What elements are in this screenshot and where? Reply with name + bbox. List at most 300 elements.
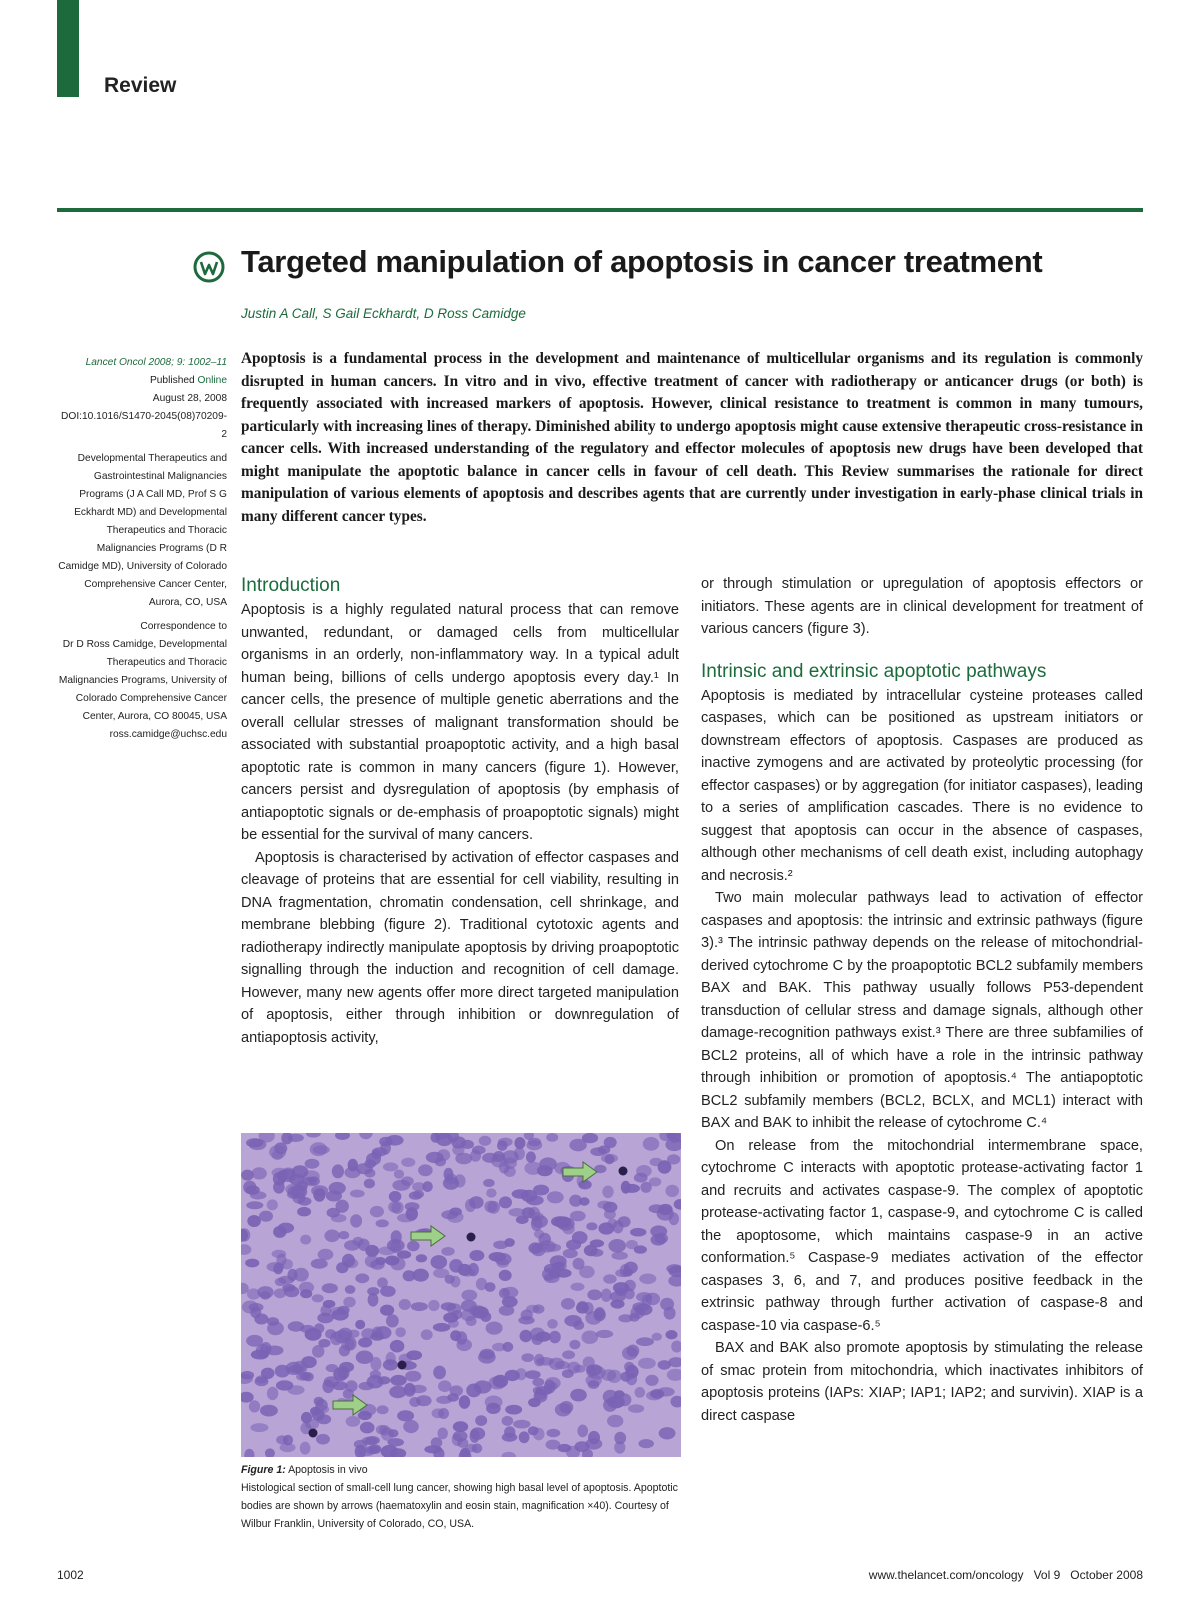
cell-nucleus	[284, 1286, 299, 1297]
cell-nucleus	[389, 1386, 406, 1398]
cell-nucleus	[305, 1328, 322, 1341]
cell-nucleus	[601, 1154, 618, 1163]
cell-nucleus	[613, 1220, 624, 1233]
cell-nucleus	[332, 1309, 349, 1320]
cell-nucleus	[316, 1434, 330, 1445]
cell-nucleus	[383, 1359, 398, 1370]
cell-nucleus	[260, 1291, 271, 1299]
cell-nucleus	[370, 1370, 381, 1379]
cell-nucleus	[459, 1395, 470, 1409]
cell-nucleus	[399, 1299, 411, 1310]
cell-nucleus	[628, 1404, 644, 1413]
cell-nucleus	[559, 1401, 573, 1413]
cell-nucleus	[532, 1378, 544, 1387]
cell-nucleus	[483, 1179, 495, 1187]
cell-nucleus	[246, 1201, 263, 1209]
cell-nucleus	[569, 1139, 586, 1152]
cell-nucleus	[519, 1431, 530, 1443]
cell-nucleus	[314, 1397, 324, 1406]
cell-nucleus	[445, 1174, 458, 1184]
correspondence-label: Correspondence to	[140, 621, 227, 632]
cell-nucleus	[324, 1230, 339, 1243]
cell-nucleus	[318, 1339, 330, 1348]
journal-volume: Vol 9	[1033, 1568, 1061, 1582]
cell-nucleus	[300, 1289, 312, 1298]
cell-nucleus	[368, 1293, 379, 1307]
pathways-paragraph-3: On release from the mitochondrial intermembrane space, cytochrome C interacts with apoptotic protease-activating factor 1 and recruits and activates caspase-9. The complex of apoptotic protease-activating factor 1, caspase-9, and cytochrome C is called the apoptosome, which maintains caspase-9 in an active conformation.⁵ Caspase-9 mediates activation of the effector caspases 3, 6, and 7, and produces positive feedback in the extrinsic pathway through further activation of caspase-8 and caspase-10 via caspase-6.⁵	[701, 1137, 1143, 1334]
cell-nucleus	[322, 1380, 334, 1393]
cell-nucleus	[436, 1396, 452, 1404]
cell-nucleus	[275, 1278, 286, 1287]
cell-nucleus	[274, 1288, 286, 1298]
cell-nucleus	[278, 1223, 294, 1234]
cell-nucleus	[312, 1294, 324, 1302]
cell-nucleus	[658, 1360, 671, 1370]
cell-nucleus	[643, 1137, 660, 1151]
cell-nucleus	[317, 1313, 333, 1324]
cell-nucleus	[659, 1427, 676, 1439]
cell-nucleus	[572, 1231, 588, 1244]
cell-nucleus	[428, 1300, 439, 1311]
cell-nucleus	[267, 1317, 279, 1326]
cell-nucleus	[508, 1208, 525, 1217]
cell-nucleus	[360, 1422, 375, 1434]
histology-micrograph	[241, 1133, 681, 1457]
cell-nucleus	[612, 1252, 628, 1260]
cell-nucleus	[283, 1435, 293, 1446]
cell-nucleus	[355, 1320, 365, 1329]
cell-nucleus	[499, 1196, 512, 1208]
cell-nucleus	[603, 1274, 617, 1284]
cell-nucleus	[392, 1180, 410, 1191]
apoptotic-body	[467, 1233, 476, 1242]
cell-nucleus	[461, 1290, 477, 1301]
cell-nucleus	[601, 1289, 612, 1302]
cell-nucleus	[502, 1342, 513, 1352]
cell-nucleus	[547, 1191, 564, 1203]
cell-nucleus	[379, 1425, 390, 1436]
cell-nucleus	[287, 1185, 305, 1198]
cell-nucleus	[365, 1159, 377, 1168]
cell-nucleus	[610, 1299, 624, 1308]
cell-nucleus	[358, 1338, 372, 1348]
cell-nucleus	[273, 1181, 285, 1194]
cell-nucleus	[585, 1438, 602, 1449]
cell-nucleus	[623, 1184, 640, 1193]
cell-nucleus	[638, 1358, 656, 1369]
cell-nucleus	[635, 1387, 646, 1398]
cell-nucleus	[410, 1385, 426, 1393]
cell-nucleus	[486, 1188, 496, 1197]
cell-nucleus	[469, 1196, 484, 1208]
cell-nucleus	[310, 1407, 321, 1416]
intro-paragraph-2-continued: or through stimulation or upregulation of apoptosis effectors or initiators. These agents are in clinical development for treatment of various cancers (figure 3).	[701, 576, 1143, 637]
page-number: 1002	[57, 1568, 84, 1582]
cell-nucleus	[377, 1376, 390, 1384]
cell-nucleus	[267, 1199, 278, 1210]
cell-nucleus	[453, 1421, 468, 1432]
cell-nucleus	[478, 1351, 496, 1364]
cell-nucleus	[452, 1433, 463, 1446]
cell-nucleus	[338, 1231, 349, 1239]
cell-nucleus	[336, 1262, 348, 1273]
cell-nucleus	[441, 1210, 458, 1219]
cell-nucleus	[521, 1353, 534, 1362]
cell-nucleus	[639, 1274, 656, 1285]
cell-nucleus	[421, 1329, 433, 1340]
cell-nucleus	[318, 1249, 334, 1260]
cell-nucleus	[389, 1191, 402, 1202]
cell-nucleus	[534, 1354, 545, 1367]
cell-nucleus	[615, 1269, 628, 1277]
cell-nucleus	[578, 1180, 591, 1190]
cell-nucleus	[652, 1333, 662, 1341]
article-sidebar	[57, 354, 227, 750]
cell-nucleus	[622, 1347, 638, 1360]
article-authors: Justin A Call, S Gail Eckhardt, D Ross Camidge	[241, 306, 526, 321]
cell-nucleus	[634, 1173, 648, 1183]
cell-nucleus	[397, 1250, 411, 1258]
cell-nucleus	[472, 1443, 483, 1453]
cell-nucleus	[245, 1185, 259, 1195]
cell-nucleus	[520, 1330, 533, 1342]
journal-date: October 2008	[1070, 1568, 1143, 1582]
cell-nucleus	[590, 1249, 604, 1257]
cell-nucleus	[380, 1305, 394, 1316]
apoptotic-body	[309, 1429, 318, 1438]
cell-nucleus	[394, 1170, 404, 1179]
cell-nucleus	[514, 1147, 525, 1160]
cell-nucleus	[370, 1260, 385, 1270]
cell-nucleus	[259, 1211, 273, 1222]
cell-nucleus	[413, 1190, 424, 1198]
cell-nucleus	[254, 1314, 268, 1325]
cell-nucleus	[418, 1164, 433, 1176]
cell-nucleus	[395, 1327, 406, 1337]
cell-nucleus	[379, 1137, 393, 1147]
cell-nucleus	[438, 1428, 448, 1440]
cell-nucleus	[364, 1179, 375, 1189]
cell-nucleus	[369, 1444, 381, 1453]
cell-nucleus	[533, 1428, 544, 1441]
cell-nucleus	[305, 1419, 319, 1430]
cell-nucleus	[403, 1420, 419, 1433]
cell-nucleus	[370, 1206, 384, 1217]
cell-nucleus	[297, 1207, 311, 1217]
cell-nucleus	[350, 1214, 362, 1227]
cell-nucleus	[666, 1330, 678, 1339]
cell-nucleus	[269, 1145, 286, 1159]
cell-nucleus	[450, 1385, 463, 1396]
figure-1-caption	[241, 1461, 686, 1533]
cell-nucleus	[546, 1133, 558, 1142]
doi[interactable]: DOI:10.1016/S1470-2045(08)70209-2	[61, 411, 227, 440]
cell-nucleus	[302, 1177, 315, 1185]
cell-nucleus	[497, 1140, 508, 1151]
correspondence-email[interactable]: ross.camidge@uchsc.edu	[109, 729, 227, 740]
cell-nucleus	[607, 1415, 623, 1428]
column-left	[241, 573, 679, 1049]
cell-nucleus	[547, 1382, 557, 1390]
cell-nucleus	[528, 1398, 541, 1407]
cell-nucleus	[447, 1303, 462, 1314]
cell-nucleus	[526, 1305, 540, 1313]
cell-nucleus	[657, 1207, 674, 1221]
cell-nucleus	[377, 1405, 389, 1414]
cell-nucleus	[317, 1414, 332, 1424]
cell-nucleus	[493, 1151, 505, 1162]
cell-nucleus	[545, 1244, 561, 1252]
cell-nucleus	[475, 1415, 487, 1426]
cell-nucleus	[573, 1258, 585, 1270]
apoptotic-body	[619, 1167, 628, 1176]
figure-caption-text: Histological section of small-cell lung cancer, showing high basal level of apoptosis. Apoptotic bodies are shown by arrows (haematoxylin and eosin stain, magnification ×40). Courtesy of Wilbur Franklin, University of Colorado, CO, USA.	[241, 1482, 678, 1530]
cell-nucleus	[370, 1357, 381, 1371]
cell-nucleus	[267, 1387, 278, 1400]
cell-nucleus	[485, 1282, 496, 1292]
cell-nucleus	[300, 1442, 311, 1455]
cell-nucleus	[485, 1396, 503, 1409]
cell-nucleus	[249, 1400, 260, 1412]
cell-nucleus	[526, 1195, 544, 1205]
pathways-paragraph-1: Apoptosis is mediated by intracellular cysteine proteases called caspases, which can be positioned as upstream initiators or downstream effectors of apoptosis. Caspases are produced as inactive zymogens and are activated by proteolytic processing (for effector caspases) or by aggregation (for initiator caspases), leading to a series of amplification cascades. There is no evidence to suggest that apoptosis can occur in the absence of caspases, although other mechanisms of cell death exist, including autophagy and necrosis.²	[701, 687, 1143, 884]
cell-nucleus	[571, 1283, 585, 1291]
cell-nucleus	[377, 1277, 388, 1288]
cell-nucleus	[458, 1264, 472, 1276]
author-affiliations: Developmental Therapeutics and Gastrointestinal Malignancies Programs (J A Call MD, Prof S G Eckhardt MD) and Developmental Therapeutics and Thoracic Malignancies Programs (D R Camidge MD), University of Colorado Comprehensive Cancer Center, Aurora, CO, USA	[58, 453, 227, 608]
cell-nucleus	[416, 1395, 432, 1406]
pathways-paragraph-2: Two main molecular pathways lead to activation of effector caspases and apoptosis: the intrinsic and extrinsic pathways (figure 3).³ The intrinsic pathway depends on the release of mitochondrial-derived cytochrome C by the proapoptotic BCL2 subfamily members BAX and BAK. This pathway usually follows P53-dependent transduction of cellular stress and damage signals, although other damage-recognition pathways exist.³ There are three subfamilies of BCL2 proteins, all of which have a role in the intrinsic pathway through inhibition or promotion of apoptosis.⁴ The antiapoptotic BCL2 subfamily members (BCL2, BCLX, and MCL1) interact with BAX and BAK to inhibit the release of cytochrome C.⁴	[701, 890, 1143, 1131]
correspondence-address: Dr D Ross Camidge, Developmental Therapeutics and Thoracic Malignancies Programs, University of Colorado Comprehensive Cancer Center, Aurora, CO 80045, USA	[58, 639, 227, 722]
cell-nucleus	[585, 1311, 602, 1325]
intro-heading: Introduction	[241, 575, 341, 596]
pathways-heading: Intrinsic and extrinsic apoptotic pathways	[701, 660, 1047, 682]
cell-nucleus	[343, 1297, 355, 1308]
cell-nucleus	[422, 1181, 432, 1192]
cell-nucleus	[638, 1439, 654, 1448]
cell-nucleus	[346, 1416, 361, 1427]
figure-title: Apoptosis in vivo	[288, 1464, 368, 1476]
cell-nucleus	[660, 1298, 674, 1311]
cell-nucleus	[413, 1269, 429, 1282]
published-label: Published	[149, 375, 198, 386]
cell-nucleus	[466, 1384, 481, 1398]
cell-nucleus	[534, 1230, 544, 1239]
cell-nucleus	[331, 1214, 347, 1222]
cell-nucleus	[247, 1215, 261, 1227]
cell-nucleus	[502, 1433, 518, 1442]
cell-nucleus	[596, 1330, 613, 1338]
cell-nucleus	[561, 1298, 575, 1310]
header-rule	[57, 208, 1143, 212]
cell-nucleus	[329, 1182, 346, 1195]
cell-nucleus	[569, 1340, 580, 1349]
cell-nucleus	[562, 1350, 575, 1359]
cell-nucleus	[539, 1157, 557, 1170]
footer-journal-info	[869, 1568, 1143, 1582]
cell-nucleus	[597, 1201, 611, 1209]
cell-nucleus	[461, 1309, 476, 1321]
cell-nucleus	[252, 1167, 267, 1179]
cell-nucleus	[579, 1197, 590, 1205]
cell-nucleus	[576, 1302, 589, 1313]
cell-nucleus	[332, 1164, 344, 1178]
cell-nucleus	[288, 1321, 305, 1331]
cell-nucleus	[607, 1396, 625, 1409]
cell-nucleus	[582, 1331, 599, 1344]
cell-nucleus	[433, 1323, 451, 1332]
cell-nucleus	[577, 1425, 588, 1438]
cell-nucleus	[287, 1269, 297, 1281]
cell-nucleus	[547, 1319, 558, 1329]
cell-nucleus	[432, 1408, 445, 1418]
cell-nucleus	[513, 1420, 530, 1429]
cell-nucleus	[386, 1314, 399, 1327]
cell-nucleus	[665, 1185, 679, 1197]
cell-nucleus	[602, 1186, 613, 1199]
cell-nucleus	[497, 1259, 509, 1268]
cell-nucleus	[246, 1335, 263, 1347]
cell-nucleus	[405, 1202, 420, 1211]
intro-paragraph-1: Apoptosis is a highly regulated natural process that can remove unwanted, redundant, or damaged cells from multicellular organisms in an orderly, non-inflammatory way. In a typical adult human being, billions of cells undergo apoptosis every day.¹ In cancer cells, the presence of multiple genetic aberrations and the overall cellular stresses of malignant transformation should be associated with substantial proapoptotic activity, and a high basal apoptotic rate is common in many cancers (figure 1). However, cancers persist and dysregulation of apoptosis (by emphasis of antiapoptotic signals or de-emphasis of proapoptotic signals) might be essential for the survival of many cancers.	[241, 602, 679, 843]
cell-nucleus	[590, 1239, 604, 1247]
cell-nucleus	[424, 1445, 442, 1453]
cell-nucleus	[390, 1375, 406, 1386]
cell-nucleus	[313, 1145, 330, 1154]
cell-nucleus	[636, 1337, 654, 1346]
published-date: August 28, 2008	[152, 393, 227, 404]
cell-nucleus	[642, 1294, 652, 1307]
cell-nucleus	[479, 1136, 492, 1146]
cell-nucleus	[305, 1159, 320, 1169]
cell-nucleus	[512, 1189, 530, 1198]
cell-nucleus	[587, 1289, 602, 1300]
cell-nucleus	[456, 1339, 472, 1351]
figure-1-histology-image	[241, 1133, 681, 1457]
cell-nucleus	[383, 1162, 398, 1171]
cell-nucleus	[614, 1432, 626, 1445]
cell-nucleus	[300, 1372, 312, 1380]
cell-nucleus	[390, 1340, 405, 1353]
cell-nucleus	[260, 1405, 278, 1417]
cell-nucleus	[525, 1370, 541, 1379]
cell-nucleus	[586, 1364, 602, 1375]
cell-nucleus	[533, 1185, 549, 1196]
published-online-link[interactable]: Online	[197, 375, 227, 386]
article-title: Targeted manipulation of apoptosis in cancer treatment	[241, 244, 1043, 279]
cell-nucleus	[470, 1150, 481, 1162]
cell-nucleus	[567, 1362, 580, 1374]
cell-nucleus	[634, 1245, 647, 1253]
cell-nucleus	[416, 1254, 427, 1262]
cell-nucleus	[588, 1380, 600, 1389]
cell-nucleus	[528, 1207, 540, 1219]
cell-nucleus	[532, 1334, 544, 1345]
cell-nucleus	[526, 1151, 536, 1162]
cell-nucleus	[376, 1219, 389, 1227]
cell-nucleus	[388, 1201, 401, 1213]
cell-nucleus	[618, 1314, 633, 1322]
cell-nucleus	[502, 1416, 514, 1426]
cell-nucleus	[608, 1239, 626, 1252]
pathways-paragraph-4: BAX and BAK also promote apoptosis by stimulating the release of smac protein from mitochondria, which inactivates inhibitors of apoptosis proteins (IAPs: XIAP; IAP1; IAP2; and survivin). XIAP is a direct caspase	[701, 1340, 1143, 1424]
cell-nucleus	[344, 1240, 360, 1251]
cell-nucleus	[397, 1213, 415, 1222]
cell-nucleus	[667, 1154, 680, 1164]
cell-nucleus	[355, 1273, 369, 1283]
cell-nucleus	[598, 1145, 610, 1154]
cell-nucleus	[407, 1241, 420, 1252]
cell-nucleus	[405, 1371, 421, 1382]
cell-nucleus	[651, 1234, 667, 1245]
cell-nucleus	[469, 1250, 484, 1261]
cell-nucleus	[438, 1380, 452, 1392]
intro-paragraph-2: Apoptosis is characterised by activation of effector caspases and cleavage of proteins that are essential for cell viability, resulting in DNA fragmentation, chromatin condensation, cell shrinkage, and membrane blebbing (figure 2). Traditional cytotoxic agents and radiotherapy indirectly manipulate apoptosis by driving proapoptotic signalling through the induction and recognition of cell damage. However, many new agents offer more direct targeted manipulation of apoptosis, either through inhibition or downregulation of antiapoptosis activity,	[241, 849, 679, 1046]
cell-nucleus	[345, 1285, 356, 1294]
cell-nucleus	[378, 1246, 395, 1255]
cell-nucleus	[343, 1389, 354, 1399]
cell-nucleus	[330, 1332, 342, 1346]
cell-nucleus	[505, 1405, 522, 1415]
cell-nucleus	[649, 1177, 661, 1186]
cell-nucleus	[245, 1259, 259, 1268]
cell-nucleus	[586, 1222, 597, 1230]
section-color-bar	[57, 0, 79, 97]
cell-nucleus	[486, 1322, 503, 1335]
cell-nucleus	[431, 1255, 448, 1269]
cell-nucleus	[275, 1365, 290, 1378]
cell-nucleus	[441, 1247, 454, 1256]
figure-label: Figure 1:	[241, 1464, 286, 1476]
cell-nucleus	[311, 1185, 328, 1196]
cell-nucleus	[470, 1427, 485, 1439]
cell-nucleus	[650, 1390, 664, 1399]
cell-nucleus	[547, 1429, 561, 1438]
abstract: Apoptosis is a fundamental process in the development and maintenance of multicellular organisms and its regulation is commonly disrupted in human cancers. In vitro and in vivo, effective treatment of cancer with radiotherapy or anticancer drugs (or both) is frequently associated with increased markers of apoptosis. However, clinical resistance to treatment is common in many tumours, particularly with increasing lines of therapy. Diminished ability to undergo apoptosis might cause extensive therapeutic cross-resistance in cancer cells. With increased understanding of the regulatory and effector molecules of apoptosis new drugs have been developed that might manipulate the apoptotic balance in cancer cells in favour of cell death. This Review summarises the rationale for direct manipulation of various elements of apoptosis and describes agents that are currently under investigation in early-phase clinical trials in many different cancer types.	[241, 350, 1143, 525]
cell-nucleus	[276, 1380, 293, 1390]
cell-nucleus	[401, 1158, 415, 1167]
cell-nucleus	[322, 1283, 338, 1293]
apoptotic-body	[398, 1361, 407, 1370]
cell-nucleus	[484, 1201, 497, 1213]
cell-nucleus	[350, 1190, 365, 1198]
cell-nucleus	[255, 1375, 267, 1383]
section-label: Review	[104, 74, 177, 97]
cell-nucleus	[365, 1245, 379, 1257]
cell-nucleus	[544, 1264, 560, 1274]
cell-nucleus	[604, 1210, 616, 1220]
cell-nucleus	[397, 1410, 414, 1421]
cell-nucleus	[570, 1389, 587, 1402]
cell-nucleus	[502, 1287, 518, 1298]
cell-nucleus	[375, 1326, 392, 1339]
cell-nucleus	[272, 1168, 288, 1178]
cell-nucleus	[620, 1372, 631, 1382]
cell-nucleus	[557, 1217, 575, 1230]
cell-nucleus	[437, 1149, 450, 1161]
cell-nucleus	[504, 1238, 514, 1247]
cell-nucleus	[564, 1315, 582, 1327]
cell-nucleus	[411, 1302, 428, 1311]
cell-nucleus	[630, 1228, 646, 1237]
journal-url[interactable]: www.thelancet.com/oncology	[868, 1568, 1024, 1582]
cell-nucleus	[645, 1375, 658, 1386]
journal-citation: Lancet Oncol 2008; 9: 1002–11	[85, 357, 227, 368]
cell-nucleus	[528, 1138, 541, 1146]
online-first-icon	[192, 250, 226, 284]
cell-nucleus	[433, 1268, 449, 1278]
column-right	[701, 573, 1143, 1427]
